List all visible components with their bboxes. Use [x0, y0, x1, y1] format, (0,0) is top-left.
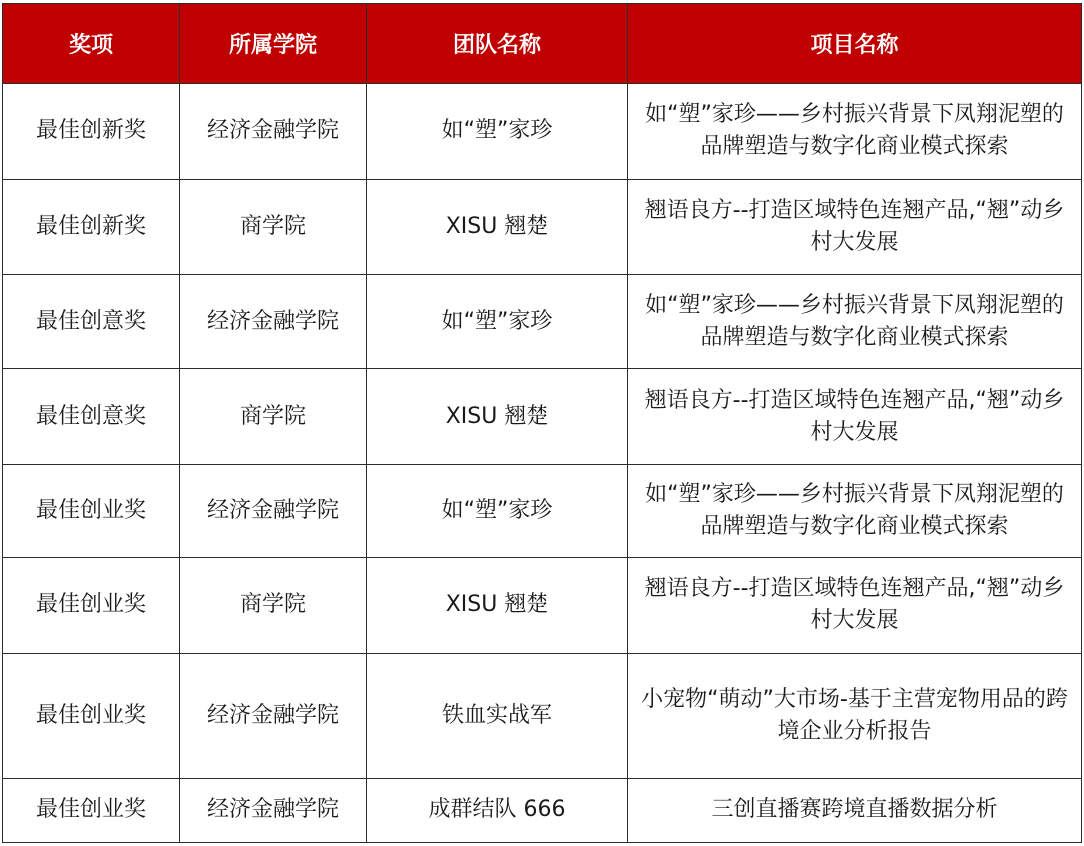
header-college: 所属学院 — [180, 4, 367, 84]
project-cell: 三创直播赛跨境直播数据分析 — [628, 778, 1082, 842]
project-cell: 翘语良方--打造区域特色连翘产品,“翘”动乡村大发展 — [628, 558, 1082, 654]
college-cell: 经济金融学院 — [180, 653, 367, 778]
project-cell: 翘语良方--打造区域特色连翘产品,“翘”动乡村大发展 — [628, 179, 1082, 275]
project-cell: 如“塑”家珍——乡村振兴背景下凤翔泥塑的品牌塑造与数字化商业模式探索 — [628, 84, 1082, 180]
header-award: 奖项 — [3, 4, 180, 84]
award-cell: 最佳创意奖 — [3, 368, 180, 465]
table-row — [3, 84, 1082, 180]
college-cell: 经济金融学院 — [180, 275, 367, 369]
table-row — [3, 778, 1082, 842]
college-cell: 经济金融学院 — [180, 84, 367, 180]
project-cell: 小宠物“萌动”大市场-基于主营宠物用品的跨境企业分析报告 — [628, 653, 1082, 778]
project-cell: 如“塑”家珍——乡村振兴背景下凤翔泥塑的品牌塑造与数字化商业模式探索 — [628, 275, 1082, 369]
team-cell: 铁血实战军 — [367, 653, 628, 778]
team-cell: 如“塑”家珍 — [367, 84, 628, 180]
team-cell: XISU 翘楚 — [367, 179, 628, 275]
college-cell: 商学院 — [180, 368, 367, 465]
team-cell: 如“塑”家珍 — [367, 465, 628, 558]
team-cell: 成群结队 666 — [367, 778, 628, 842]
project-cell: 如“塑”家珍——乡村振兴背景下凤翔泥塑的品牌塑造与数字化商业模式探索 — [628, 465, 1082, 558]
header-team: 团队名称 — [367, 4, 628, 84]
table-row — [3, 558, 1082, 654]
table-header — [3, 4, 1082, 84]
team-cell: 如“塑”家珍 — [367, 275, 628, 369]
college-cell: 商学院 — [180, 179, 367, 275]
college-cell: 经济金融学院 — [180, 778, 367, 842]
awards-table — [2, 3, 1082, 843]
project-cell: 翘语良方--打造区域特色连翘产品,“翘”动乡村大发展 — [628, 368, 1082, 465]
award-cell: 最佳创业奖 — [3, 778, 180, 842]
team-cell: XISU 翘楚 — [367, 558, 628, 654]
award-cell: 最佳创业奖 — [3, 558, 180, 654]
college-cell: 商学院 — [180, 558, 367, 654]
table-row — [3, 465, 1082, 558]
header-project: 项目名称 — [628, 4, 1082, 84]
award-cell: 最佳创意奖 — [3, 275, 180, 369]
award-cell: 最佳创新奖 — [3, 179, 180, 275]
table-row — [3, 179, 1082, 275]
table-row — [3, 653, 1082, 778]
award-cell: 最佳创新奖 — [3, 84, 180, 180]
team-cell: XISU 翘楚 — [367, 368, 628, 465]
table-body — [3, 84, 1082, 843]
table-row — [3, 368, 1082, 465]
table-row — [3, 275, 1082, 369]
header-row — [3, 4, 1082, 84]
college-cell: 经济金融学院 — [180, 465, 367, 558]
award-cell: 最佳创业奖 — [3, 465, 180, 558]
award-cell: 最佳创业奖 — [3, 653, 180, 778]
